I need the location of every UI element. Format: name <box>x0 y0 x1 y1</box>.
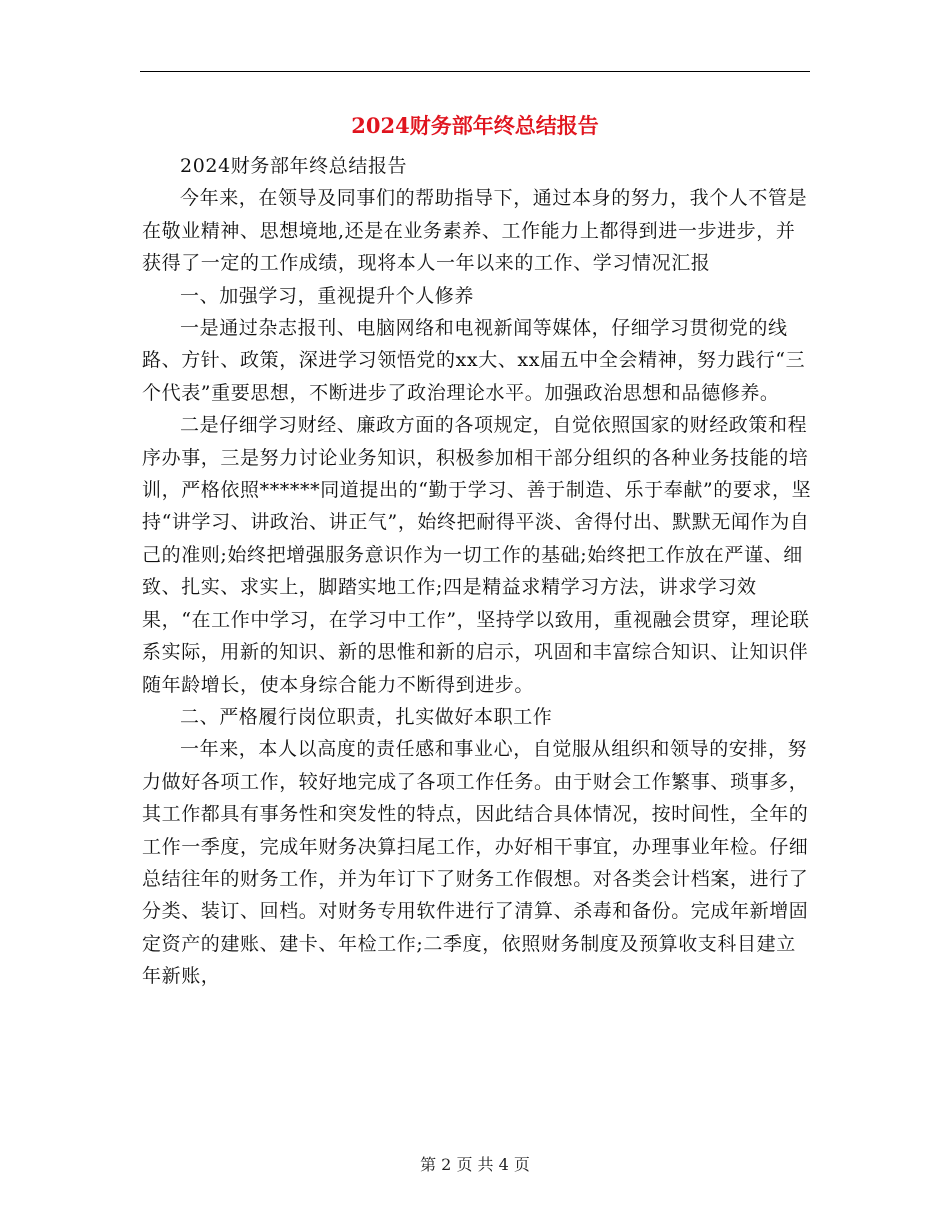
paragraph-intro: 今年来，在领导及同事们的帮助指导下，通过本身的努力，我个人不管是在敬业精神、思想境地,还是在业务素养、工作能力上都得到进一步进步，并获得了一定的工作成绩，现将本人一年以来的工作、学习情况汇报 <box>142 187 808 275</box>
section-heading-2: 二、严格履行岗位职责，扎实做好本职工作 <box>180 705 553 728</box>
header-rule <box>140 71 810 72</box>
document-title: 2024财务部年终总结报告 <box>351 113 599 138</box>
page-number: 第 2 页 共 4 页 <box>420 1155 530 1174</box>
paragraph-study-2: 二是仔细学习财经、廉政方面的各项规定，自觉依照国家的财经政策和程序办事，三是努力讨论业务知识，积极参加相干部分组织的各种业务技能的培训，严格依照******同道提出的“勤于学习、善于制造、乐于奉献”的要求，坚持“讲学习、讲政治、讲正气”，始终把耐得平淡、舍得付出、默默无闻作为自己的准则;始终把增强服务意识作为一切工作的基础;始终把工作放在严谨、细致、扎实、求实上，脚踏实地工作;四是精益求精学习方法，讲求学习效果，“在工作中学习，在学习中工作”，坚持学以致用，重视融会贯穿，理论联系实际，用新的知识、新的思惟和新的启示，巩固和丰富综合知识、让知识伴随年龄增长，使本身综合能力不断得到进步。 <box>142 414 812 696</box>
document-body <box>142 150 814 993</box>
paragraph-subtitle: 2024财务部年终总结报告 <box>180 155 408 177</box>
section-heading-1: 一、加强学习，重视提升个人修养 <box>180 284 475 307</box>
paragraph-duties: 一年来，本人以高度的责任感和事业心，自觉服从组织和领导的安排，努力做好各项工作，较好地完成了各项工作任务。由于财会工作繁事、琐事多，其工作都具有事务性和突发性的特点，因此结合具体情况，按时间性，全年的工作一季度，完成年财务决算扫尾工作，办好相干事宜，办理事业年检。仔细总结往年的财务工作，并为年订下了财务工作假想。对各类会计档案，进行了分类、装订、回档。对财务专用软件进行了清算、杀毒和备份。完成年新增固定资产的建账、建卡、年检工作;二季度，依照财务制度及预算收支科目建立年新账， <box>142 738 809 988</box>
paragraph-study-1: 一是通过杂志报刊、电脑网络和电视新闻等媒体，仔细学习贯彻党的线路、方针、政策，深进学习领悟党的xx大、xx届五中全会精神，努力践行“三个代表”重要思想，不断进步了政治理论水平。加强政治思想和品德修养。 <box>142 317 806 404</box>
